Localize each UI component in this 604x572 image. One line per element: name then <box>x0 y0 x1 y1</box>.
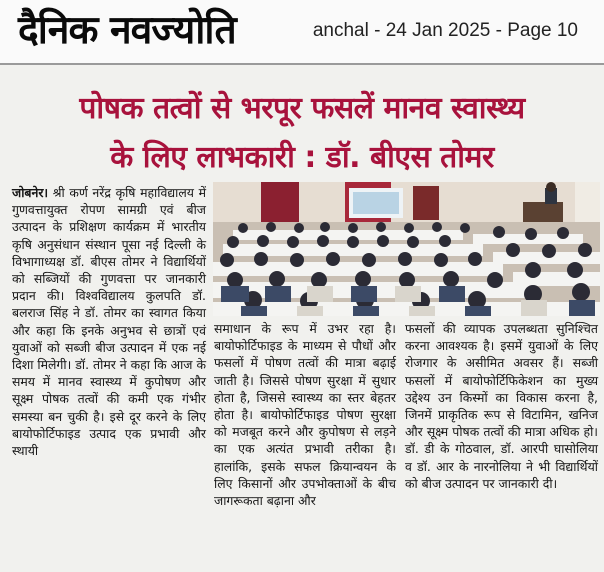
newspaper-logo: दैनिक नवज्योति <box>18 7 236 53</box>
edition-info: anchal - 24 Jan 2025 - Page 10 <box>312 20 578 41</box>
masthead-divider <box>0 63 604 65</box>
masthead <box>0 0 604 64</box>
article-column-2 <box>214 320 396 509</box>
headline-line-1: पोषक तत्वों से भरपूर फसलें मानव स्वास्थ्य <box>79 91 525 126</box>
article-text-col3: फसलों की व्यापक उपलब्धता सुनिश्चित करना आवश्यक है। इसमें युवाओं के लिए रोजगार के असीमित अवसर हैं। सब्जी फसलों में बायोफोर्टिफिकेशन का मुख्य उद्देश्य उन किस्मों का विकास करना है, जिनमें प्राकृतिक रूप से विटामिन, खनिज और सूक्ष्म पोषक तत्वों की मात्रा अधिक हो। डॉ. डी के गोठवाल, डॉ. आरपी घासोलिया व डॉ. आर के नारनोलिया ने भी विद्यार्थियों को बीज उत्पादन पर जानकारी दी। <box>405 321 598 491</box>
article-column-3 <box>405 320 598 492</box>
article-dateline: जोबनेर। <box>12 185 49 200</box>
event-photo <box>213 182 600 316</box>
article-text-col1: श्री कर्ण नरेंद्र कृषि महाविद्यालय में गुणवत्तायुक्त रोपण सामग्री एवं बीज उत्पादन के प्रशिक्षण कार्यक्रम में भारतीय कृषि अनुसंधान संस्थान पूसा नई दिल्ली के विभागाध्यक्ष डॉ. बीएस तोमर ने विद्यार्थियों को सब्जियों की गुणवत्ता पर जानकारी प्रदान की। विश्वविद्यालय कुलपति डॉ. बलराज सिंह ने डॉ. तोमर का स्वागत किया और कहा कि इनके अनुभव से छात्रों एवं युवाओं को सब्जी बीज उत्पादन में एक नई दिशा मिलेगी। डॉ. तोमर ने कहा कि आज के समय में मानव स्वास्थ्य में कुपोषण और सूक्ष्म पोषक तत्वों की कमी एक गंभीर समस्या बन चुकी है। इसे दूर करने के लिए बायोफोर्टिफाइड उत्पाद एक प्रभावी और स्थायी <box>12 185 206 459</box>
article-text-col2: समाधान के रूप में उभर रहा है। बायोफोर्टिफाइड के माध्यम से पौधों और फसलों में पोषण तत्वों की मात्रा बढ़ाई जाती है। जिससे पोषण सुरक्षा में सुधार होता है, जिससे स्वास्थ्य का स्तर बेहतर होता है। बायोफोर्टिफाइड पोषण सुरक्षा को मजबूत करने और कुपोषण से लड़ने का एक अत्यंत प्रभावी तरीका है। हालांकि, इसके सफल क्रियान्वयन के लिए किसानों और उपभोक्ताओं के बीच जागरूकता बढ़ाना और <box>214 321 396 509</box>
article-column-1 <box>12 184 206 459</box>
headline-line-2: के लिए लाभकारी : डॉ. बीएस तोमर <box>110 140 494 175</box>
